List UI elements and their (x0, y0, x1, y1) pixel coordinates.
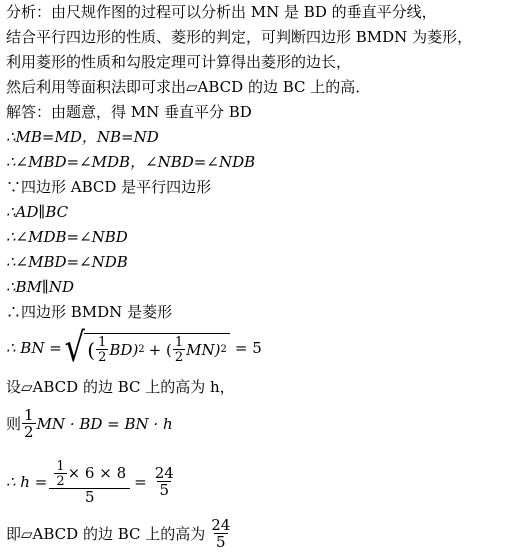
term-bd: BD) (109, 340, 139, 359)
equation-bn (6, 326, 262, 370)
solution-line-12: ∴BM∥ND (6, 278, 75, 296)
analysis-line-2: 结合平行四边形的性质、菱形的判定，可判断四边形 BMDN 为菱形， (6, 28, 473, 46)
equals-sign: = (134, 473, 147, 491)
radical-sign: √ (64, 325, 85, 371)
eq-area-tail: MN · BD = BN · h (36, 415, 173, 433)
product-6x8: × 6 × 8 (67, 464, 127, 482)
eq-area-lead: 则 (6, 415, 22, 433)
fraction-half-2: $\frac{1}{2}$ (174, 334, 184, 365)
square-1: 2 (138, 343, 145, 355)
sqrt-expression (62, 325, 230, 371)
term-mn: MN) (186, 340, 221, 359)
fraction-24-over-5: $\frac{24}{5}$ (154, 464, 174, 499)
paren-open: ( (87, 337, 96, 362)
solution-line-8: ∵四边形 ABCD 是平行四边形 (6, 178, 212, 196)
solution-line-13: ∴四边形 BMDN 是菱形 (6, 303, 173, 321)
fraction-answer: $\frac{24}{5}$ (211, 516, 231, 551)
analysis-line-1: 分析：由尺规作图的过程可以分析出 MN 是 BD 的垂直平分线， (6, 3, 437, 21)
plus-sign: + ( (148, 340, 172, 359)
solution-line-6: ∴MB=MD，NB=ND (6, 128, 159, 146)
solution-line-11: ∴∠MBD=∠NDB (6, 253, 128, 271)
conclusion-text: 即▱ABCD 的边 BC 上的高为 (6, 525, 206, 543)
square-2: 2 (220, 343, 227, 355)
solution-line-7: ∴∠MBD=∠MDB，∠NBD=∠NDB (6, 153, 256, 171)
solution-line-9: ∴AD∥BC (6, 203, 69, 221)
equation-area (6, 404, 173, 444)
fraction-compound: $\frac{1}{2}$ × 6 × 8 5 (51, 460, 128, 505)
conclusion-line (6, 514, 233, 554)
solution-line-10: ∴∠MDB=∠NBD (6, 228, 128, 246)
fraction-half-3: $\frac{1}{2}$ (24, 406, 34, 441)
solution-line-15: 设▱ABCD 的边 BC 上的高为 h， (6, 378, 235, 396)
analysis-line-4: 然后利用等面积法即可求出▱ABCD 的边 BC 上的高． (6, 78, 371, 96)
fraction-half-1: $\frac{1}{2}$ (98, 334, 107, 365)
eq-bn-tail: = 5 (234, 339, 262, 357)
solution-line-5: 解答：由题意，得 MN 垂直平分 BD (6, 103, 252, 121)
radicand (84, 333, 230, 364)
eq-h-lead: ∴ h = (6, 473, 48, 491)
analysis-line-3: 利用菱形的性质和勾股定理可计算得出菱形的边长， (6, 53, 352, 71)
eq-bn-lead: ∴ BN = (6, 339, 62, 357)
equation-h (6, 452, 177, 512)
fraction-half-4: $\frac{1}{2}$ (56, 458, 65, 489)
